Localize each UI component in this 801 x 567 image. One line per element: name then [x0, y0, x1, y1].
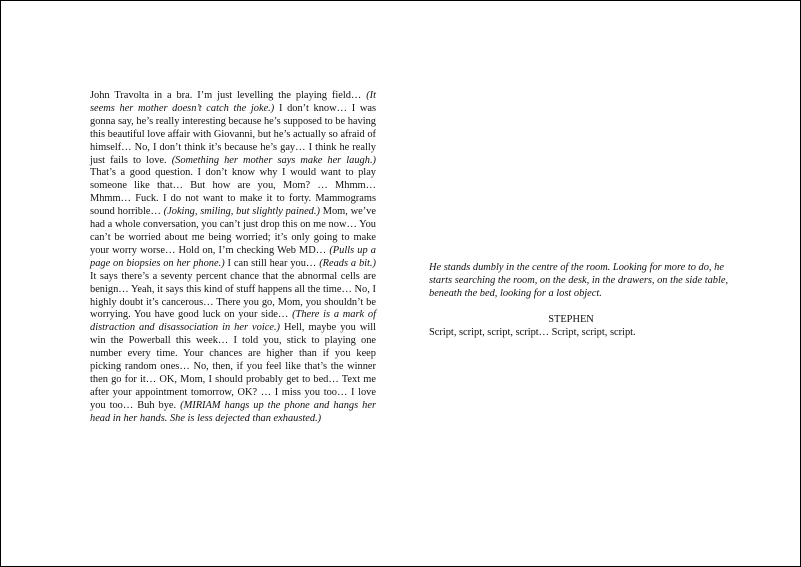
dialogue-line: Script, script, script, script… Script, script, script.: [429, 326, 636, 338]
character-name: STEPHEN: [548, 313, 594, 325]
dialogue-text: John Travolta in a bra. I’m just levelling the playing field…: [90, 90, 367, 101]
dialogue-text: Mom, we’ve had a whole conversation, you can’t just drop this on me now… You can’t be worried about me being worried; it’s only going to make your worry worse… Hold on, I’m checking Web MD…: [90, 206, 376, 256]
stage-direction: (Reads a bit.): [319, 257, 376, 269]
right-column: [429, 262, 729, 340]
dialogue-text: Hell, maybe you will win the Powerball this week… I told you, stick to playing one number every time. Your chances are higher than if you keep picking random ones… No, then, if you feel like that’s the winner then go for it… OK, Mom, I should probably get to bed… Text me after your appointment tomorrow, OK? … I miss you too… I love you too… Buh bye.: [90, 322, 376, 411]
stage-direction: (Something her mother says make her laugh.): [171, 154, 376, 166]
stage-direction: (Pulls up a page on biopsies on her phone.): [90, 244, 376, 269]
stage-direction: (Joking, smiling, but slightly pained.): [163, 206, 320, 218]
dialogue-text: I can still hear you…: [224, 257, 320, 269]
dialogue-text: That’s a good question. I don’t know why I would want to play someone like that… But how are you, Mom? … Mhmm… Mhmm… Fuck. I do not want to make it to forty. Mammograms sound horrible…: [90, 167, 376, 218]
stage-direction: (There is a mark of distraction and disassociation in her voice.): [90, 309, 376, 334]
dialogue-text: I don’t know… I was gonna say, he’s really interesting because he’s supposed to be having this beautiful love affair with Giovanni, but he’s actually so afraid of himself… No, I don’t think it’s because he’s gay… I think he really just fails to love.: [90, 102, 377, 166]
stage-direction: (It seems her mother doesn’t catch the joke.): [90, 90, 376, 114]
left-column-dialogue: [90, 90, 376, 426]
stage-direction: He stands dumbly in the centre of the room. Looking for more to do, he starts searching the room, on the desk, in the drawers, on the side table, beneath the bed, looking for a lost object.: [429, 262, 729, 299]
dialogue-text: It says there’s a seventy percent chance that the abnormal cells are benign… Yeah, it says this kind of stuff happens all the time… No, I highly doubt it’s cancerous… There you go, Mom, you shouldn’t be worrying. You have good luck on your side…: [90, 270, 376, 321]
stage-direction: (MIRIAM hangs up the phone and hangs her head in her hands. She is less dejected than exhausted.): [90, 399, 376, 424]
